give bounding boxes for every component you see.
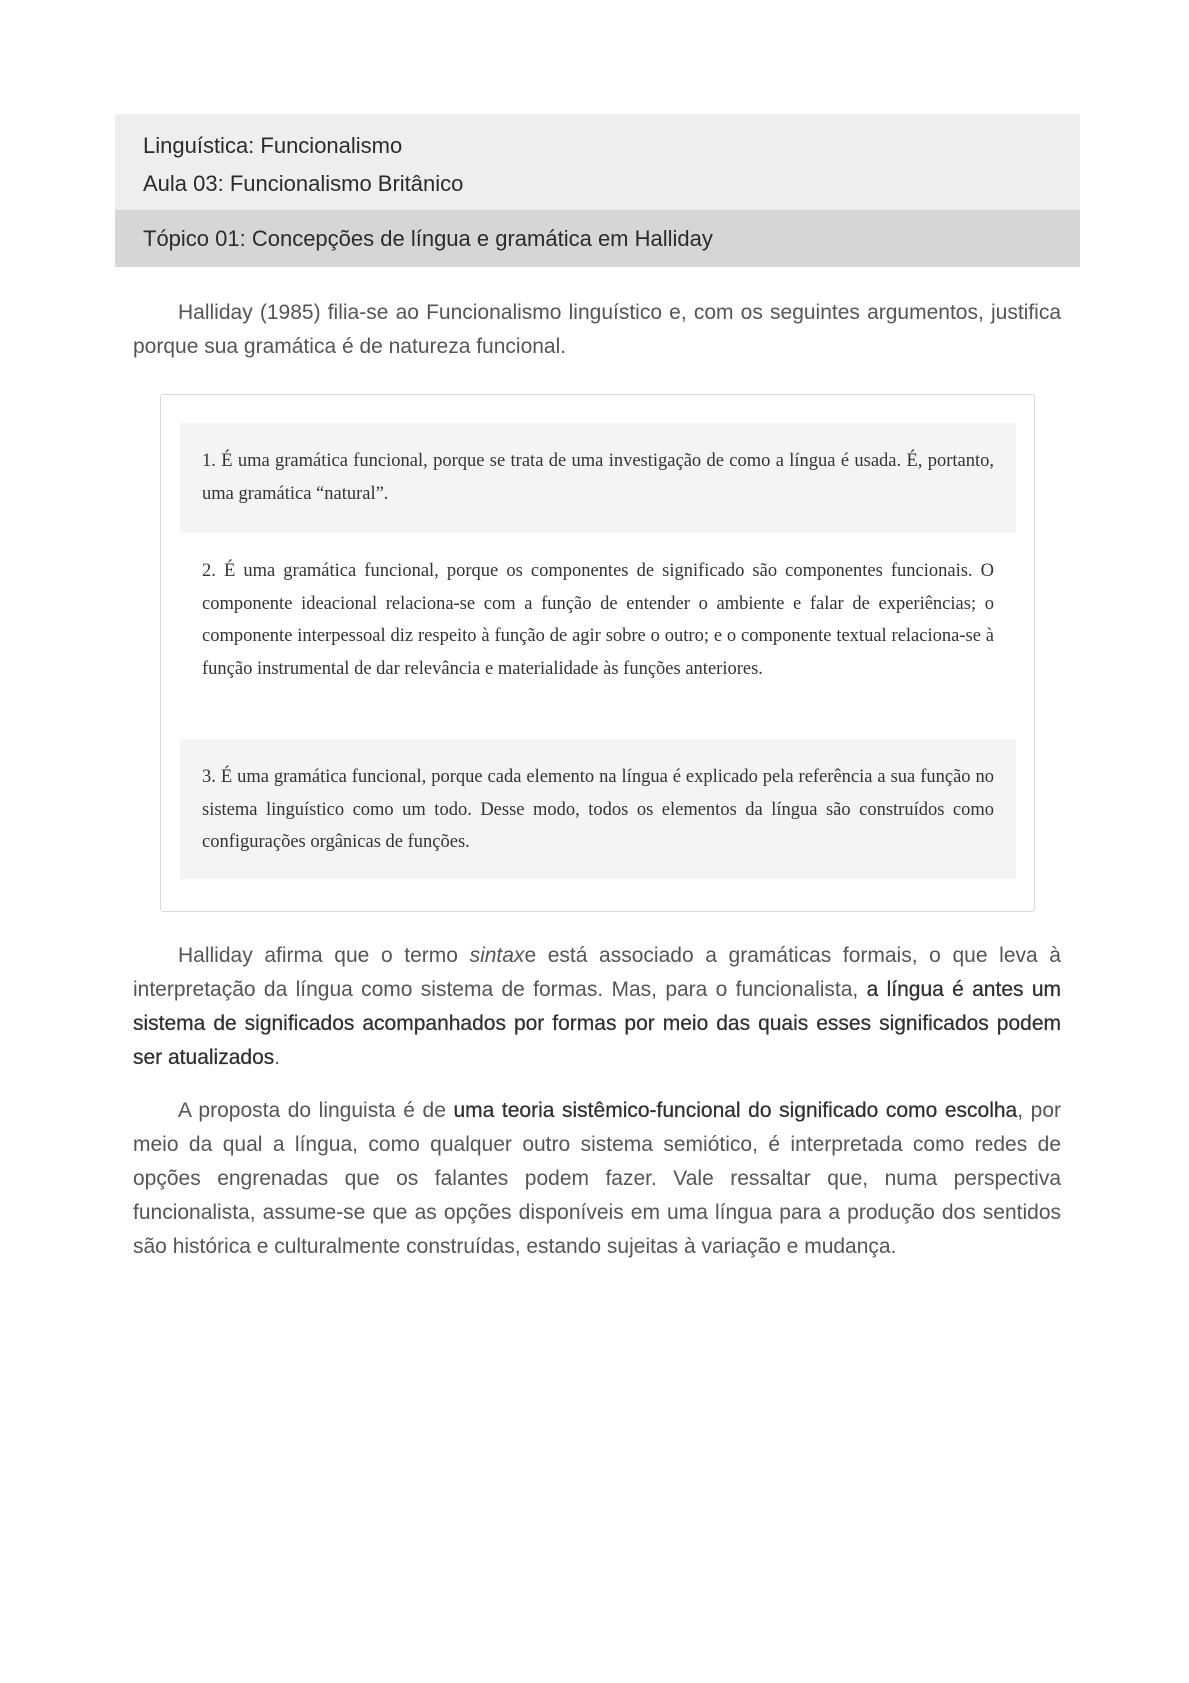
quote-box <box>160 394 1035 912</box>
intro-text: Halliday (1985) filia-se ao Funcionalismo linguístico e, com os seguintes argumentos, justifica porque sua gramática é de natureza funcional. <box>133 301 1061 358</box>
syntax-emphasis: a língua é antes um sistema de significados acompanhados por formas por meio das quais esses significados podem ser atualizados <box>133 978 1061 1069</box>
topic-title: Tópico 01: Concepções de língua e gramática em Halliday <box>115 210 1080 267</box>
intro-paragraph <box>133 296 1061 364</box>
proposal-text-start: A proposta do linguista é de <box>178 1099 454 1122</box>
proposal-emphasis: uma teoria sistêmico-funcional do significado como escolha <box>453 1099 1018 1122</box>
proposal-text-end: , por meio da qual a língua, como qualquer outro sistema semiótico, é interpretada como redes de opções engrenadas que os falantes podem fazer. Vale ressaltar que, numa perspectiva funcionalista, assume-se que as opções disponíveis em uma língua para a produção dos sentidos são histórica e culturalmente construídas, estando sujeitas à variação e mudança. <box>133 1099 1061 1258</box>
quote-item-3: 3. É uma gramática funcional, porque cada elemento na língua é explicado pela referência a sua função no sistema linguístico como um todo. Desse modo, todos os elementos da língua são construídos como configurações orgânicas de funções. <box>180 739 1016 879</box>
lesson-title: Aula 03: Funcionalismo Britânico <box>143 171 464 196</box>
syntax-text-end: . <box>274 1046 281 1069</box>
syntax-text-start: Halliday afirma que o termo <box>178 944 470 967</box>
syntax-paragraph <box>133 939 1061 1075</box>
course-title: Linguística: Funcionalismo <box>143 133 403 158</box>
quote-item-1: 1. É uma gramática funcional, porque se trata de uma investigação de como a língua é usada. É, portanto, uma gramática “natural”. <box>180 423 1016 533</box>
quote-item-2: 2. É uma gramática funcional, porque os componentes de significado são componentes funcionais. O componente ideacional relaciona-se com a função de entender o ambiente e falar de experiências; o componente interpessoal diz respeito à função de agir sobre o outro; e o componente textual relaciona-se à função instrumental de dar relevância e materialidade às funções anteriores. <box>180 533 1016 739</box>
course-header <box>115 114 1080 210</box>
syntax-text-middle: e está associado a gramáticas formais, o que leva à interpretação da língua como sistema de formas. Mas, para o funcionalista, <box>133 944 1061 1001</box>
proposal-paragraph <box>133 1094 1061 1264</box>
syntax-term: sintax <box>469 944 525 967</box>
